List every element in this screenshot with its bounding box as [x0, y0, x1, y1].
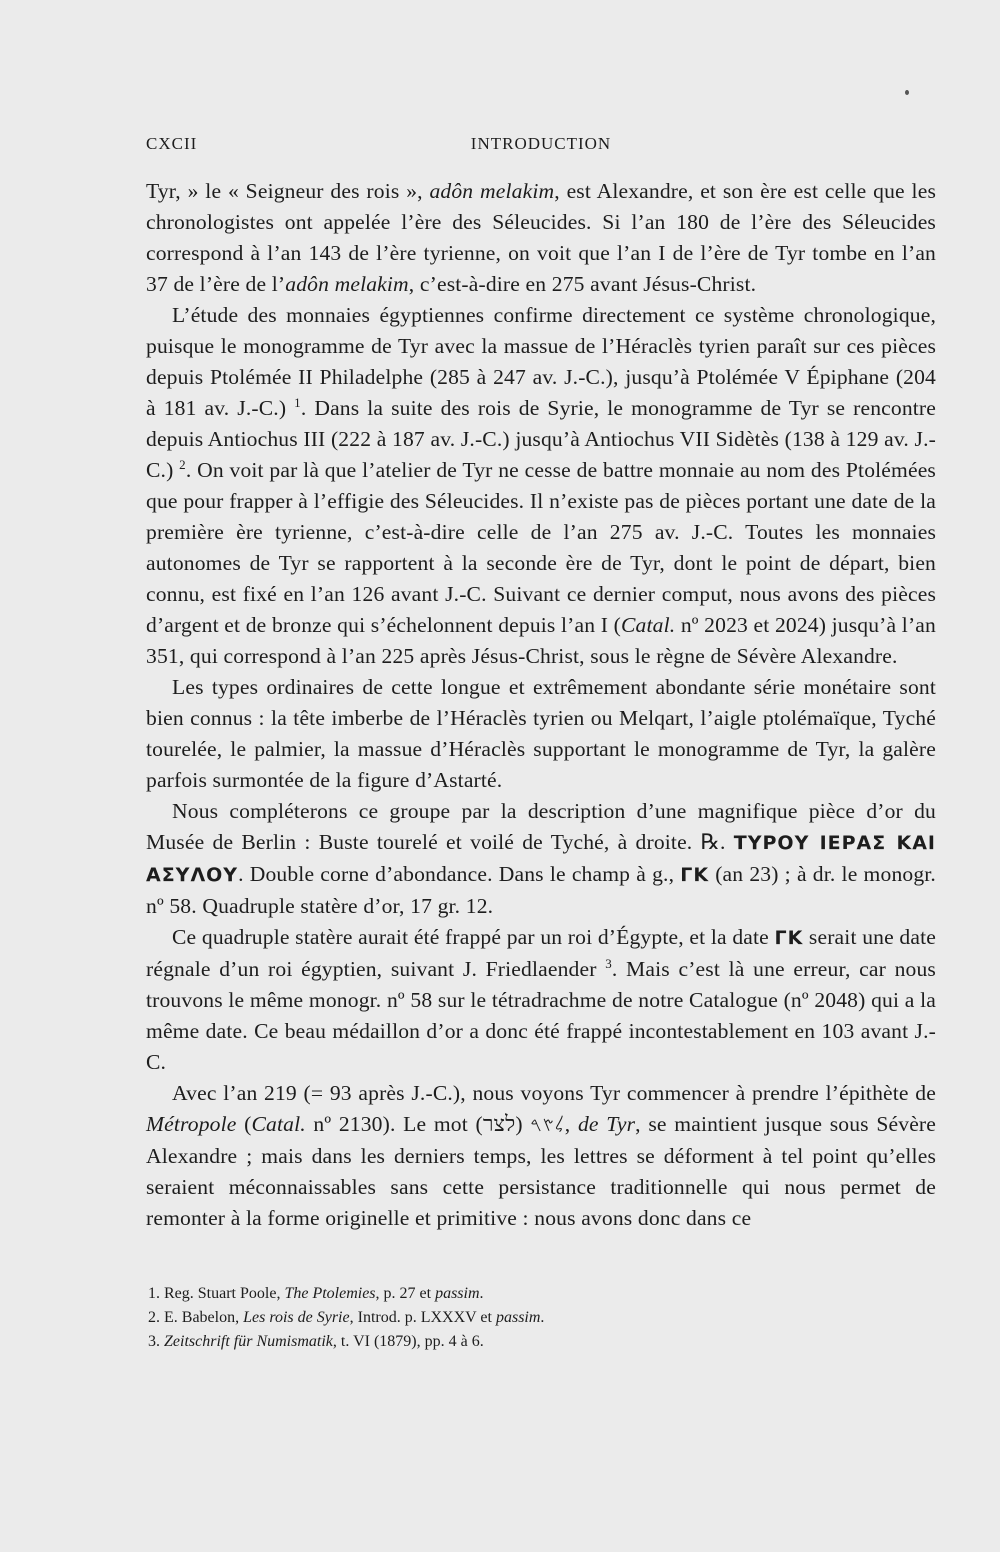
text-run: nº 2023 et 2024) jusqu’à l’an 351, qui correspond à l’an 225 après Jésus-Christ, sous le règne de Sévère Alexandre.: [146, 613, 936, 668]
text-run: 3.: [148, 1333, 164, 1350]
italic-text: Métropole: [146, 1112, 237, 1136]
text-run: , est Alexandre, et son ère est celle que les chronologistes ont appelée l’ère des Séleucides. Si l’an 180 de l’ère des Séleucides correspond à l’an 143 de l’ère tyrienne, on voit que l’an I de l’ère de Tyr tombe en l’an 37 de l’ère de l’: [146, 179, 936, 296]
italic-text: de Tyr: [577, 1112, 636, 1136]
italic-text: adôn melakim: [429, 179, 555, 203]
text-run: Les types ordinaires de cette longue et extrêmement abondante série monétaire sont bien connus : la tête imberbe de l’Héraclès tyrien ou Melqart, l’aigle ptolémaïque, Tyché tourelée, le palmier, la massue d’Héraclès supportant le monogramme de Tyr, la galère parfois surmontée de la figure d’Astarté.: [146, 675, 936, 792]
text-run: (לצר),: [475, 1112, 578, 1136]
text-run: Ce quadruple statère aurait été frappé par un roi d’Égypte, et la date: [172, 925, 775, 949]
text-run: (an 23) ; à dr. le monogr. nº 58. Quadruple statère d’or, 17 gr. 12.: [146, 862, 936, 918]
text-run: nº 2130). Le mot: [305, 1112, 476, 1136]
paragraph: [146, 796, 936, 922]
footnote: [146, 1282, 936, 1306]
italic-text: The Ptolemies: [284, 1285, 376, 1302]
italic-text: passim: [495, 1309, 541, 1326]
page-number: CXCII: [146, 134, 198, 153]
body-text: [146, 176, 936, 1234]
italic-text: Zeitschrift für Numismatik: [164, 1333, 333, 1350]
text-run: , Introd. p. LXXXV et: [349, 1309, 496, 1326]
footnote-reference: 2: [179, 456, 186, 472]
italic-text: Les rois de Syrie: [243, 1309, 350, 1326]
italic-text: passim: [435, 1285, 480, 1302]
phoenician-word: 𐤋𐤑𐤓: [530, 1114, 565, 1136]
text-run: , c’est-à-dire en 275 avant Jésus-Christ.: [408, 272, 757, 296]
text-run: . On voit par là que l’atelier de Tyr ne cesse de battre monnaie au nom des Ptolémées que pour frapper à l’effigie des Séleucides. Il n’existe pas de pièces portant une date de la première ère tyrienne, c’est-à-dire celle de l’an 275 av. J.-C. Toutes les monnaies autonomes de Tyr se rapportent à la seconde ère de Tyr, dont le point de départ, bien connu, est fixé en l’an 126 avant J.-C. Suivant ce dernier comput, nous avons des pièces d’argent et de bronze qui s’échelonnent depuis l’an I (: [146, 458, 936, 637]
paragraph: [146, 176, 936, 300]
text-run: 2. E. Babelon,: [148, 1309, 244, 1326]
text-run: .: [479, 1285, 484, 1302]
text-run: Avec l’an 219 (= 93 après J.-C.), nous voyons Tyr commencer à prendre l’épithète de: [172, 1081, 936, 1105]
italic-text: adôn melakim: [285, 272, 409, 296]
text-run: , t. VI (1879), pp. 4 à 6.: [332, 1333, 484, 1350]
text-run: . Dans la suite des rois de Syrie, le monogramme de Tyr se rencontre depuis Antiochus III (222 à 187 av. J.-C.) jusqu’à Antiochus VII Sidètès (138 à 129 av. J.-C.): [146, 396, 936, 482]
italic-text: Catal.: [251, 1112, 306, 1136]
text-run: . Double corne d’abondance. Dans le champ à g.,: [238, 862, 681, 886]
text-run: (: [236, 1112, 252, 1136]
greek-legend: ΤΥΡΟΥ ΙΕΡΑΣ ΚΑΙ ΑΣΥΛΟΥ: [146, 832, 936, 886]
italic-text: Catal.: [620, 613, 676, 637]
paragraph: [146, 922, 936, 1078]
footnote-reference: 1: [294, 394, 301, 410]
running-head: [146, 134, 936, 160]
paragraph: [146, 672, 936, 796]
footnotes: [146, 1282, 936, 1354]
text-run: Nous compléterons ce groupe par la description d’une magnifique pièce d’or du Musée de Berlin : Buste tourelé et voilé de Tyché, à droite. ℞.: [146, 799, 936, 854]
text-run: .: [540, 1309, 545, 1326]
paragraph: [146, 1078, 936, 1234]
paper-speck: [905, 90, 909, 95]
text-run: Tyr, » le « Seigneur des rois »,: [146, 179, 430, 203]
footnote: [146, 1306, 936, 1330]
text-run: , se maintient jusque sous Sévère Alexandre ; mais dans les derniers temps, les lettres se déforment à tel point qu’elles seraient méconnaissables sans cette persistance traditionnelle qui nous permet de remonter à la forme originelle et primitive : nous avons donc dans ce: [146, 1112, 936, 1230]
text-run: 1. Reg. Stuart Poole,: [148, 1285, 285, 1302]
greek-legend: ΓΚ: [774, 927, 804, 949]
text-run: . Mais c’est là une erreur, car nous trouvons le même monogr. nº 58 sur le tétradrachme de notre Catalogue (nº 2048) qui a la même date. Ce beau médaillon d’or a donc été frappé incontestablement en 103 avant J.-C.: [146, 957, 936, 1074]
text-run: serait une date régnale d’un roi égyptien, suivant J. Friedlaender: [146, 925, 936, 981]
footnote-reference: 3: [605, 955, 612, 971]
running-title: INTRODUCTION: [470, 134, 612, 153]
text-run: L’étude des monnaies égyptiennes confirme directement ce système chronologique, puisque le monogramme de Tyr avec la massue de l’Héraclès tyrien paraît sur ces pièces depuis Ptolémée II Philadelphe (285 à 247 av. J.-C.), jusqu’à Ptolémée V Épiphane (204 à 181 av. J.-C.): [146, 303, 936, 420]
footnote: [146, 1330, 936, 1354]
greek-legend: ΓΚ: [680, 864, 710, 886]
text-run: , p. 27 et: [375, 1285, 436, 1302]
paragraph: [146, 300, 936, 672]
